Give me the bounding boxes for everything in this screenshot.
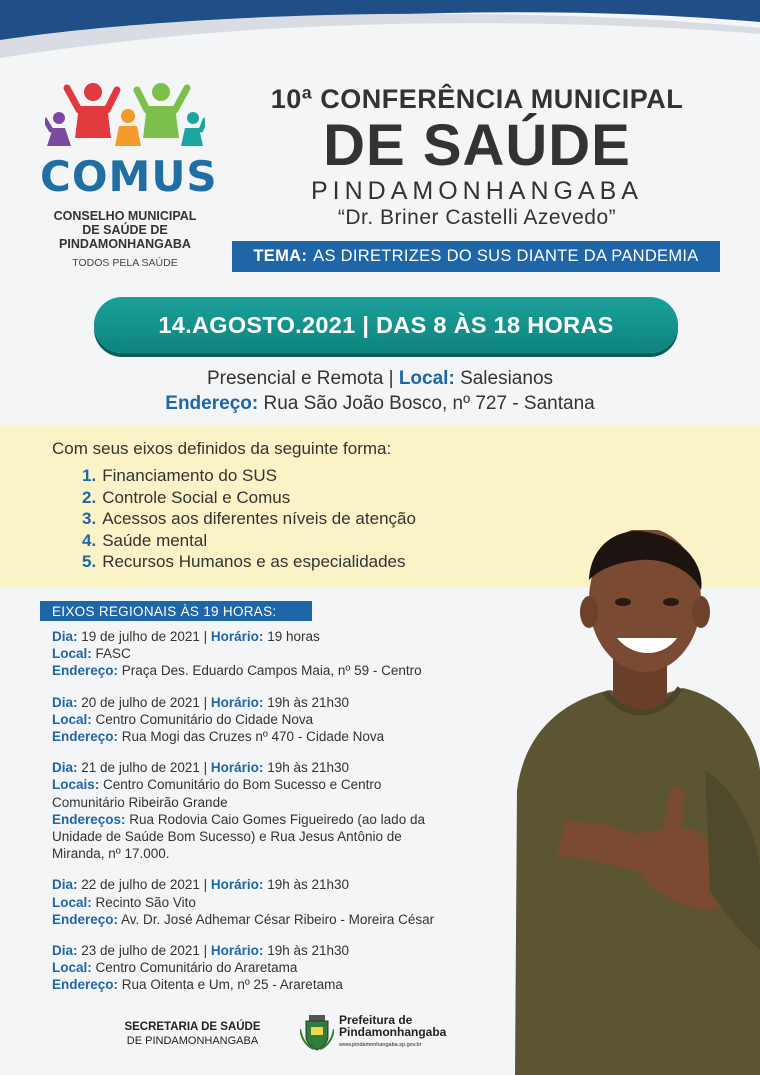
footer-prefeitura	[300, 1014, 446, 1051]
axes-item	[82, 551, 416, 573]
event-day-label: Dia:	[52, 760, 78, 776]
regional-event	[52, 628, 502, 680]
axes-item	[82, 530, 416, 552]
event-local-label: Local:	[52, 894, 92, 910]
regional-event	[52, 759, 442, 862]
event-address-label: Endereço:	[52, 977, 119, 993]
venue-mode: Presencial e Remota |	[206, 368, 394, 389]
event-time-label: Horário:	[210, 943, 264, 959]
logo-subtitle-line: DE SAÚDE DE	[82, 223, 168, 237]
axes-item-number: 5.	[82, 552, 97, 571]
logo-subtitle-line: PINDAMONHANGABA	[59, 237, 191, 251]
event-time-label: Horário:	[210, 629, 264, 644]
regional-event	[52, 942, 502, 994]
prefeitura-line-1: Prefeitura de	[339, 1013, 413, 1027]
conference-title	[222, 84, 732, 230]
event-time: 19h às 21h30	[267, 943, 350, 959]
event-address: Rua Oitenta e Um, nº 25 - Araretama	[121, 977, 343, 993]
event-local-label: Local:	[52, 646, 92, 662]
event-day-label: Dia:	[52, 943, 78, 959]
venue-line-2	[0, 391, 760, 416]
event-address-label: Endereços:	[52, 811, 126, 827]
logo-tagline: TODOS PELA SAÚDE	[72, 257, 178, 269]
event-local: Recinto São Vito	[95, 894, 196, 910]
logo-wordmark: COMUS	[40, 152, 218, 201]
axes-item-text: Financiamento do SUS	[102, 466, 278, 485]
prefeitura-url: www.pindamonhangaba.sp.gov.br	[339, 1042, 422, 1048]
event-address: Av. Dr. José Adhemar César Ribeiro - Moreira César	[121, 911, 435, 927]
event-time-label: Horário:	[210, 694, 264, 710]
axes-item-number: 1.	[82, 466, 97, 485]
theme-banner	[232, 241, 720, 272]
title-line-2: DE SAÚDE	[323, 113, 631, 178]
event-local-label: Local:	[52, 960, 92, 976]
footer-secretaria-line-2: DE PINDAMONHANGABA	[126, 1035, 259, 1047]
event-time-label: Horário:	[210, 877, 264, 893]
prefeitura-line-2: Pindamonhangaba	[339, 1025, 447, 1039]
venue-local: Salesianos	[460, 368, 554, 389]
event-local-label: Local:	[52, 711, 92, 727]
axes-item-number: 4.	[82, 530, 97, 550]
event-address-label: Endereço:	[52, 663, 119, 679]
logo-subtitle	[40, 209, 210, 251]
event-local: Centro Comunitário do Bom Sucesso e Centro Comunitário Ribeirão Grande	[52, 777, 382, 810]
city-coat-of-arms-icon	[300, 1015, 334, 1051]
comus-logo	[40, 80, 218, 269]
axes-item-text: Saúde mental	[102, 530, 208, 550]
regional-heading: EIXOS REGIONAIS ÀS 19 HORAS:	[40, 601, 312, 621]
people-logo-icon	[45, 80, 205, 158]
venue-address: Rua São João Bosco, nº 727 - Santana	[263, 393, 595, 414]
event-address: Rua Mogi das Cruzes nº 470 - Cidade Nova	[121, 729, 385, 745]
axes-item	[82, 465, 416, 487]
event-day-label: Dia:	[52, 877, 78, 893]
prefeitura-name	[339, 1014, 446, 1051]
theme-text: AS DIRETRIZES DO SUS DIANTE DA PANDEMIA	[313, 247, 699, 265]
title-line-1: 10ª CONFERÊNCIA MUNICIPAL	[270, 84, 684, 114]
date-banner: 14.AGOSTO.2021 | DAS 8 ÀS 18 HORAS	[94, 297, 678, 353]
axes-item-text: Controle Social e Comus	[102, 487, 291, 507]
event-time: 19h às 21h30	[267, 877, 350, 893]
axes-item-text: Acessos aos diferentes níveis de atenção	[102, 509, 416, 528]
event-address-label: Endereço:	[52, 911, 119, 927]
logo-subtitle-line: CONSELHO MUNICIPAL	[53, 209, 197, 223]
venue-info	[0, 366, 760, 416]
axes-item-number: 2.	[82, 487, 97, 507]
footer-secretaria	[110, 1020, 275, 1048]
event-time: 19 horas	[267, 629, 320, 644]
axes-item-number: 3.	[82, 509, 97, 528]
event-local-label: Locais:	[52, 777, 100, 793]
regional-event	[52, 694, 502, 746]
header-swoosh	[0, 0, 760, 70]
axes-list	[82, 465, 416, 573]
event-day: 19 de julho de 2021 |	[81, 629, 208, 644]
theme-label: TEMA:	[253, 247, 308, 265]
event-day-label: Dia:	[52, 629, 78, 644]
event-day: 21 de julho de 2021 |	[81, 760, 208, 776]
venue-local-label: Local:	[398, 368, 455, 389]
event-time-label: Horário:	[210, 760, 264, 776]
regional-event	[52, 876, 502, 928]
event-address-label: Endereço:	[52, 729, 119, 745]
event-time: 19h às 21h30	[267, 760, 350, 776]
event-day: 22 de julho de 2021 |	[81, 877, 208, 893]
title-honoree: “Dr. Briner Castelli Azevedo”	[337, 206, 617, 229]
event-local: Centro Comunitário do Araretama	[95, 960, 298, 976]
event-address: Praça Des. Eduardo Campos Maia, nº 59 - Centro	[121, 663, 422, 679]
axes-item	[82, 487, 416, 509]
event-address: Rua Rodovia Caio Gomes Figueiredo (ao lado da Unidade de Saúde Bom Sucesso) e Rua Jesus Antônio de Miranda, nº 17.000.	[52, 811, 425, 862]
venue-address-label: Endereço:	[165, 393, 259, 414]
event-local: Centro Comunitário do Cidade Nova	[95, 711, 314, 727]
axes-item	[82, 508, 416, 530]
footer-secretaria-line-1: SECRETARIA DE SAÚDE	[124, 1021, 261, 1033]
axes-intro: Com seus eixos definidos da seguinte forma:	[52, 439, 392, 458]
event-time: 19h às 21h30	[267, 694, 350, 710]
event-local: FASC	[95, 646, 131, 662]
regional-events-list	[52, 628, 502, 1008]
axes-item-text: Recursos Humanos e as especialidades	[102, 552, 406, 571]
venue-line-1	[0, 366, 760, 391]
event-day: 20 de julho de 2021 |	[81, 694, 208, 710]
smiling-man-pointing-photo	[495, 530, 760, 1075]
title-city: PINDAMONHANGABA	[311, 177, 643, 205]
event-day: 23 de julho de 2021 |	[81, 943, 208, 959]
event-day-label: Dia:	[52, 694, 78, 710]
